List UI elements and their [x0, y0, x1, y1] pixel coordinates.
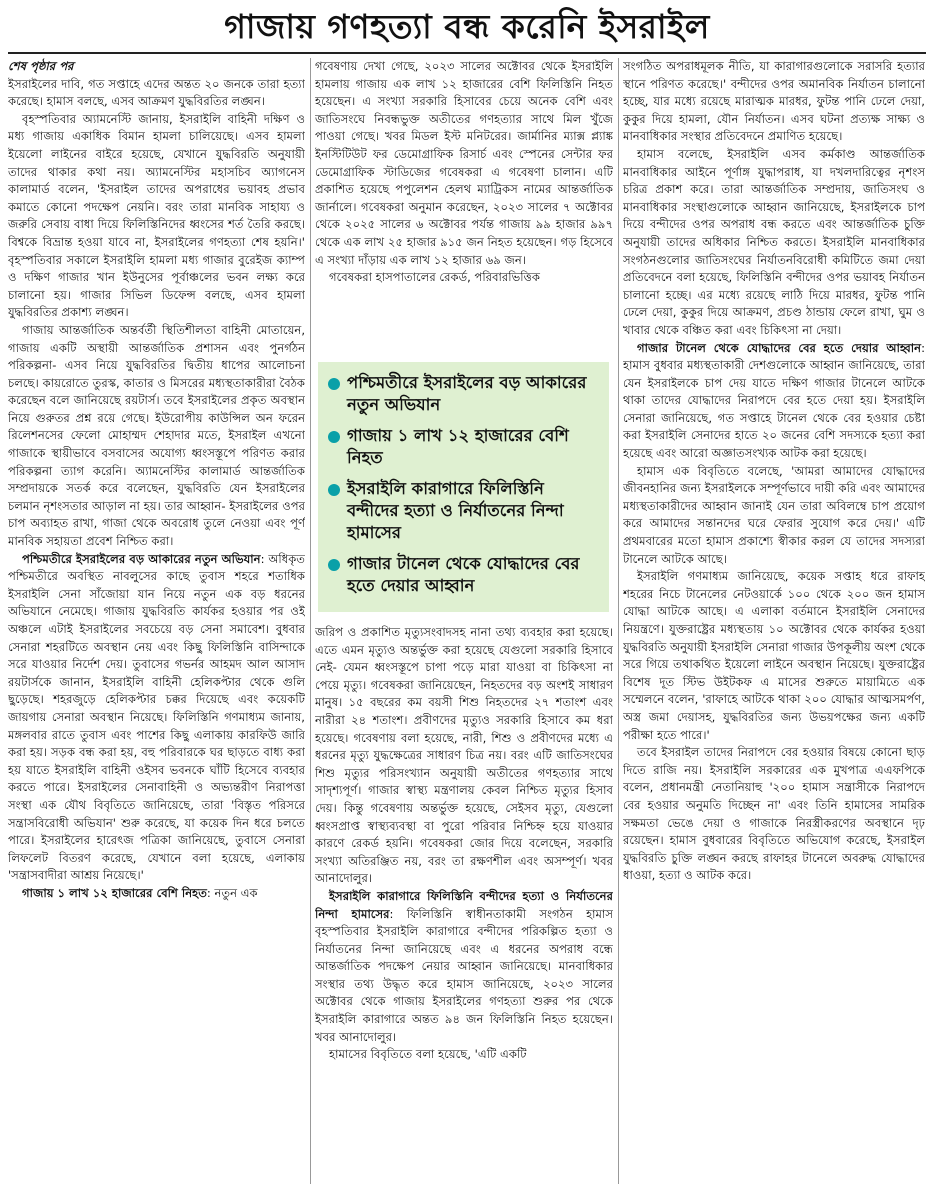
paragraph: গবেষকরা হাসপাতালের রেকর্ড, পরিবারভিত্তিক — [329, 270, 540, 285]
paragraph: বৃহস্পতিবার অ্যামনেস্টি জানায়, ইসরাইলি বাহিনী দক্ষিণ ও মধ্য গাজায় একাধিক বিমান হামলা চালিয়েছে। এসব হামলা ইয়েলো লাইনের বাইরে হয়েছে, যেখানে যুদ্ধবিরতি অনুযায়ী তাদের থাকার কথা নয়। অ্যামনেস্টির মহাসচিব অ্যাগনেস কালামার্ড বলেন, 'ইসরাইল তাদের অপরাধের ভয়াবহ প্রভাব কমাতে কোনো পদক্ষেপ নেয়নি। বরং তারা মানবিক সাহায্য ও জরুরি সেবায় বাধা দিয়ে ফিলিস্তিনিদের ধ্বংসের শর্ত তৈরি করছে। বিশ্বকে বিভ্রান্ত হওয়া যাবে না, ইসরাইলের গণহত্যা শেষ হয়নি।' বৃহস্পতিবার সকালে ইসরাইলি হামলা মধ্য গাজার বুরেইজ ক্যাম্প ও দক্ষিণ গাজার খান ইউনুসের পূর্বাঞ্চলের ভবন লক্ষ্য করে চালানো হয়। গাজার সিভিল ডিফেন্স বলছে, এসব হামলা যুদ্ধবিরতির প্রকাশ্য লঙ্ঘন। — [8, 111, 305, 320]
column-divider — [310, 58, 311, 1184]
paragraph: : ফিলিস্তিনি স্বাধীনতাকামী সংগঠন হামাস বৃহস্পতিবার ইসরাইলি কারাগারে বন্দীদের পরিকল্পিত হত্যা ও নির্যাতনের নিন্দা জানিয়েছে এবং এ ধরনের অপরাধ বন্ধে আন্তর্জাতিক পদক্ষেপ নেয়ার আহ্বান জানিয়েছে। মানবাধিকার সংস্থার তথ্য উদ্ধৃত করে হামাস জানিয়েছে, ২০২৩ সালের অক্টোবর থেকে গাজায় ইসরাইলের গণহত্যা শুরুর পর থেকে ইসরাইলি কারাগারে অন্তত ৯৪ জন ফিলিস্তিনি নিহত হয়েছেন। খবর আনাদোলুর। — [315, 906, 613, 1044]
column-2-bottom — [315, 624, 613, 1184]
highlight-item: গাজায় ১ লাখ ১২ হাজারের বেশি নিহত — [326, 425, 601, 469]
column-divider — [618, 58, 619, 1184]
paragraph: তবে ইসরাইল তাদের নিরাপদে বের হওয়ার বিষয়ে কোনো ছাড় দিতে রাজি নয়। ইসরাইলি সরকারের এক মুখপাত্র এএফপিকে বলেন, প্রধানমন্ত্রী নেতানিয়াহু '২০০ হামাস সন্ত্রাসীকে নিরাপদে বের হওয়ার অনুমতি দিচ্ছেন না' এবং তিনি হামাসের সামরিক সক্ষমতা ভেঙে দেয়া ও গাজাকে নিরস্ত্রীকরণের অবস্থানে দৃঢ় রয়েছেন। হামাস বুধবারের বিবৃতিতে অভিযোগ করেছে, ইসরাইল যুদ্ধবিরতি চুক্তি লঙ্ঘন করছে রাফাহর টানেলে অবরুদ্ধ যোদ্ধাদের ধাওয়া, হত্যা ও আটক করে। — [623, 745, 925, 883]
highlight-item: গাজার টানেল থেকে যোদ্ধাদের বের হতে দেয়ার আহ্বান — [326, 553, 601, 597]
paragraph: হামাস এক বিবৃতিতে বলেছে, 'আমরা আমাদের যোদ্ধাদের জীবনহানির জন্য ইসরাইলকে সম্পূর্ণভাবে দায়ী করি এবং আমাদের মধ্যস্থতাকারীদের আহ্বান জানাই যেন তারা অবিলম্বে চাপ প্রয়োগ করে আমাদের সন্তানদের ঘরে ফেরার সুযোগ করে দেয়।' এটি প্রথমবারের মতো হামাস প্রকাশ্যে স্বীকার করল যে তাদের সদস্যরা টানেলে আটকে আছে। — [623, 463, 925, 566]
paragraph: হামাসের বিবৃতিতে বলা হয়েছে, 'এটি একটি — [329, 1047, 527, 1062]
paragraph: : হামাস বুধবার মধ্যস্থতাকারী দেশগুলোকে আহ্বান জানিয়েছে, তারা যেন ইসরাইলকে চাপ দেয় যাতে দক্ষিণ গাজার টানেলে আটকে থাকা তাদের যোদ্ধাদের নিরাপদে বের হতে দেয়া হয়। ইসরাইলি সেনারা জানিয়েছে, গত সপ্তাহে টানেল থেকে বের হওয়ার চেষ্টা করা ইসরাইলি সেনাদের হাতে ২০ জনের বেশি সদস্যকে হত্যা করা হয়েছে এবং আরো অজ্ঞাতসংখ্যক আটক করা হয়েছে। — [623, 340, 925, 461]
subheading: ইসরাইলি কারাগারে ফিলিস্তিনি বন্দীদের হত্যা ও নির্যাতনের নিন্দা হামাসের — [315, 888, 613, 921]
subheading: পশ্চিমতীরে ইসরাইলের বড় আকারের নতুন অভিযান — [22, 551, 261, 566]
subheading: গাজার টানেল থেকে যোদ্ধাদের বের হতে দেয়ার আহ্বান — [637, 340, 922, 355]
paragraph: : অধিকৃত পশ্চিমতীরে অবস্থিত নাবলুসের কাছে তুবাস শহরে শতাধিক ইসরাইলি সেনা সাঁজোয়া যান নিয়ে নতুন এক বড় ধরনের অভিযানে নেমেছে। গাজায় যুদ্ধবিরতি কার্যকর হওয়ার পর ওই অঞ্চলে এটাই ইসরাইলের সবচেয়ে বড় সেনা সমাবেশ। বুধবার সেনারা শহরটিতে অবস্থান নেয় এবং কিছু ফিলিস্তিনি বাসিন্দাকে সরে যাওয়ার নির্দেশ দেয়। তুবাসের গভর্নর আহমদ আল আসাদ রয়টার্সকে জানান, ইসরাইলি বাহিনী হেলিকপ্টার থেকে গুলি ছুড়েছে। শহরজুড়ে হেলিকপ্টার চক্কর দিয়েছে এবং কয়েকটি জায়গায় সেনারা অবস্থান নিয়েছে। ফিলিস্তিনি গণমাধ্যম জানায়, মঙ্গলবার রাতে তুবাস এবং পাশের কিছু এলাকায় কারফিউ জারি করা হয়। সড়ক বন্ধ করা হয়, বহু পরিবারকে ঘর ছাড়তে বাধ্য করা হয় যাতে ইসরাইলি বাহিনী ওইসব ভবনকে ঘাঁটি হিসেবে ব্যবহার করতে পারে। ইসরাইলের সেনাবাহিনী ও অভ্যন্তরীণ নিরাপত্তা সংস্থা এক যৌথ বিবৃতিতে জানিয়েছে, তারা 'বিস্তৃত পরিসরে সন্ত্রাসবিরোধী অভিযান' শুরু করেছে, যা কয়েক দিন ধরে চলতে পারে। ইসরাইলের হারেৎজ পত্রিকা জানিয়েছে, তুবাসে সেনারা লিফলেট বিতরণ করেছে, যেখানে বলা হয়েছে, এলাকায় 'সন্ত্রাসবাদীরা আশ্রয় নিয়েছে।' — [8, 551, 305, 883]
bullet-icon — [328, 484, 340, 496]
headline-rule — [8, 52, 926, 54]
paragraph: গাজায় আন্তর্জাতিক অন্তর্বর্তী স্থিতিশীলতা বাহিনী মোতায়েন, গাজায় একটি অস্থায়ী আন্তর্জাতিক প্রশাসন এবং পুনর্গঠন পরিকল্পনা- এসব নিয়ে যুদ্ধবিরতির দ্বিতীয় ধাপের আলোচনা চলছে। কায়রোতে তুরস্ক, কাতার ও মিসরের মধ্যস্থতাকারীরা বৈঠক করেছেন বলে জানিয়েছে রয়টার্স। তবে ইসরাইলের প্রকৃত অবস্থান নিয়ে গুরুতর প্রশ্ন রয়ে গেছে। ইউরোপীয় কাউন্সিল অন ফরেন রিলেশনসের ফেলো মোহাম্মদ শেহাদার মতে, ইসরাইল এখনো গাজাকে স্থায়ীভাবে বসবাসের অযোগ্য ধ্বংসস্তূপে পরিণত করার পরিকল্পনা ত্যাগ করেনি। অ্যামনেস্টির কালামার্ড আন্তর্জাতিক সম্প্রদায়কে সতর্ক করে বলেছেন, যুদ্ধবিরতি যেন ইসরাইলের চলমান নৃশংসতার আড়াল না হয়। তার আহ্বান- ইসরাইলের ওপর চাপ অব্যাহত রাখা, গাজা থেকে অবরোধ তুলে নেওয়া এবং পূর্ণ মানবিক সহায়তা প্রবেশ নিশ্চিত করা। — [8, 322, 305, 549]
column-2-top — [315, 58, 613, 358]
paragraph: ইসরাইলের দাবি, গত সপ্তাহে এদের অন্তত ২০ জনকে তারা হত্যা করেছে। হামাস বলছে, এসব আক্রমণ যুদ্ধবিরতির লঙ্ঘন। — [8, 76, 305, 109]
bullet-icon — [328, 431, 340, 443]
subheading: গাজায় ১ লাখ ১২ হাজারের বেশি নিহত — [22, 885, 207, 900]
paragraph: গবেষণায় দেখা গেছে, ২০২৩ সালের অক্টোবর থেকে ইসরাইলি হামলায় গাজায় এক লাখ ১২ হাজারের বেশি ফিলিস্তিনি নিহত হয়েছেন। এ সংখ্যা সরকারি হিসাবের চেয়ে অনেক বেশি এবং জাতিসংঘে নিবন্ধভুক্ত অতীতের গণহত্যার সাথে মিল খুঁজে পাওয়া গেছে। খবর মিডল ইস্ট মনিটরের। জার্মানির ম্যাক্স প্ল্যাঙ্ক ইনস্টিটিউট ফর ডেমোগ্রাফিক রিসার্চ এবং স্পেনের সেন্টার ফর ডেমোগ্রাফিক স্টাডিজের গবেষকরা এ গবেষণা চালান। এটি প্রকাশিত হয়েছে পপুলেশন হেলথ ম্যাট্রিকস নামের আন্তর্জাতিক জার্নালে। গবেষকরা অনুমান করেছেন, ২০২৩ সালের ৭ অক্টোবর থেকে ২০২৫ সালের ৬ অক্টোবর পর্যন্ত গাজায় ৯৯ হাজার ৯৯৭ থেকে এক লাখ ২৫ হাজার ৯১৫ জন নিহত হয়েছেন। গড় হিসেবে এ সংখ্যা দাঁড়ায় এক লাখ ১২ হাজার ৬৯ জন। — [315, 59, 613, 267]
paragraph: হামাস বলেছে, ইসরাইলি এসব কর্মকাণ্ড আন্তর্জাতিক মানবাধিকার আইনে পূর্ণাঙ্গ যুদ্ধাপরাধ, যা দখলদারিত্বের নৃশংস চরিত্র প্রকাশ করে। তারা আন্তর্জাতিক সম্প্রদায়, জাতিসংঘ ও মানবাধিকার সংস্থাগুলোকে আহ্বান জানিয়েছে, ইসরাইলকে চাপ দিয়ে বন্দীদের ওপর অপরাধ বন্ধ করতে এবং আন্তর্জাতিক চুক্তি অনুযায়ী তাদের অধিকার নিশ্চিত করতে। ইসরাইলি মানবাধিকার সংগঠনগুলোর জাতিসংঘের নির্যাতনবিরোধী কমিটিতে জমা দেয়া প্রতিবেদনে বলা হয়েছে, ফিলিস্তিনি বন্দীদের ওপর ভয়াবহ নির্যাতন চালানো হচ্ছে। এর মধ্যে রয়েছে লাঠি দিয়ে মারধর, ফুটন্ত পানি ঢেলে দেয়া, কুকুর দিয়ে আক্রমণ, প্রচণ্ড ঠান্ডায় ফেলে রাখা, ঘুম ও খাবার থেকে বঞ্চিত করা এবং চিকিৎসা না দেয়া। — [623, 146, 925, 337]
column-1 — [8, 58, 305, 1184]
highlight-item: ইসরাইলি কারাগারে ফিলিস্তিনি বন্দীদের হত্যা ও নির্যাতনের নিন্দা হামাসের — [326, 478, 601, 544]
bullet-icon — [328, 559, 340, 571]
highlight-item: পশ্চিমতীরে ইসরাইলের বড় আকারের নতুন অভিযান — [326, 372, 601, 416]
paragraph: সংগঠিত অপরাধমূলক নীতি, যা কারাগারগুলোকে সরাসরি হত্যার স্থানে পরিণত করেছে।' বন্দীদের ওপর অমানবিক নির্যাতন চালানো হচ্ছে, যার মধ্যে রয়েছে মারাত্মক মারধর, ফুটন্ত পানি ঢেলে দেয়া, কুকুর দিয়ে হামলা, যৌন নির্যাতন। এসব ঘটনা প্রত্যক্ষ সাক্ষ্য ও মানবাধিকার সংস্থার প্রতিবেদনে প্রমাণিত হয়েছে। — [623, 59, 925, 144]
headline: গাজায় গণহত্যা বন্ধ করেনি ইসরাইল — [224, 7, 710, 46]
paragraph: জরিপ ও প্রকাশিত মৃত্যুসংবাদসহ নানা তথ্য ব্যবহার করা হয়েছে। এতে এমন মৃত্যুও অন্তর্ভুক্ত করা হয়েছে যেগুলো সরকারি হিসাবে নেই- যেমন ধ্বংসস্তূপে চাপা পড়ে মারা যাওয়া বা চিকিৎসা না পেয়ে মৃত্যু। গবেষকরা জানিয়েছেন, নিহতদের বড় অংশই সাধারণ মানুষ। ১৫ বছরের কম বয়সী শিশু নিহতদের ২৭ শতাংশ এবং নারীরা ২৪ শতাংশ। প্রবীণদের মৃত্যুও সরকারি হিসাবে কম ধরা হয়েছে। গবেষণায় বলা হয়েছে, নারী, শিশু ও প্রবীণদের মধ্যে এ ধরনের মৃত্যু যুদ্ধক্ষেত্রের সাধারণ চিত্র নয়। বরং এটি জাতিসংঘের শিশু মৃত্যুর পরিসংখ্যান অনুযায়ী অতীতের গণহত্যার সাথে সাদৃশ্যপূর্ণ। গাজার স্বাস্থ্য মন্ত্রণালয় কেবল নিশ্চিত মৃত্যুর হিসাব দেয়। কিন্তু গবেষণায় অন্তর্ভুক্ত হয়েছে, সেইসব মৃত্যু, যেগুলো ধ্বংসপ্রাপ্ত স্বাস্থ্যব্যবস্থা বা পুরো পরিবার নিশ্চিহ্ন হয়ে যাওয়ার কারণে রেকর্ড হয়নি। গবেষকরা জোর দিয়ে বলেছেন, সরকারি সংখ্যা অতিরঞ্জিত নয়, বরং তা রক্ষণশীল এবং অসম্পূর্ণ। খবর আনাদোলুর। — [315, 625, 613, 886]
column-3 — [623, 58, 925, 1184]
bullet-icon — [328, 378, 340, 390]
paragraph: : নতুন এক — [206, 885, 258, 900]
continued-label: শেষ পৃষ্ঠার পর — [8, 59, 74, 73]
highlights-box — [318, 362, 609, 612]
paragraph: ইসরাইলি গণমাধ্যম জানিয়েছে, কয়েক সপ্তাহ ধরে রাফাহ শহরের নিচে টানেলের নেটওয়ার্কে ১০০ থেকে ২০০ জন হামাস যোদ্ধা আটকে আছে। এ এলাকা বর্তমানে ইসরাইলি সেনাদের নিয়ন্ত্রণে। যুক্তরাষ্ট্রের মধ্যস্থতায় ১০ অক্টোবর থেকে কার্যকর হওয়া যুদ্ধবিরতি অনুযায়ী ইসরাইলি সেনারা গাজার উপকূলীয় অংশ থেকে সরে গিয়ে তথাকথিত ইয়েলো লাইনে অবস্থান নিয়েছে। যুক্তরাষ্ট্রের বিশেষ দূত স্টিভ উইটকফ এ মাসের শুরুতে মায়ামিতে এক সম্মেলনে বলেন, 'রাফাহে আটকে থাকা ২০০ যোদ্ধার আত্মসমর্পণ, অস্ত্র জমা দেয়াসহ, যুদ্ধবিরতির জন্য উভয়পক্ষের জন্য একটি পরীক্ষা হতে পারে।' — [623, 569, 925, 742]
